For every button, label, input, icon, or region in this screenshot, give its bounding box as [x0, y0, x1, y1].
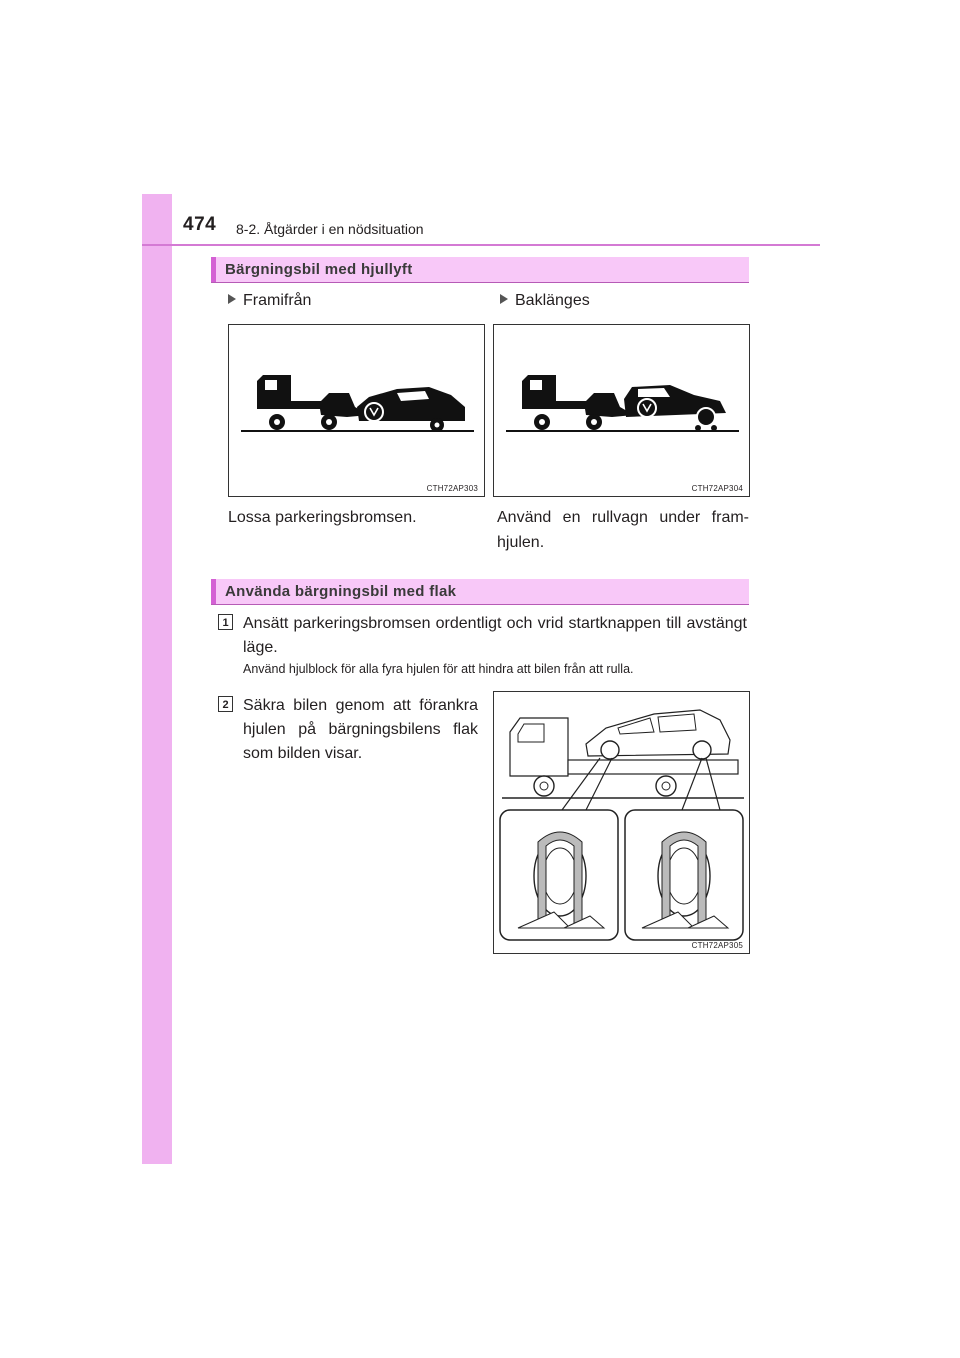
sidebar-tab: [142, 194, 172, 1164]
tow-truck-rear-illustration: [494, 325, 749, 496]
step2-text: Säkra bilen genom att förankra hjulen på bärgningsbilens flak som bilden visar.: [243, 697, 478, 762]
page-number: 474: [183, 214, 217, 235]
subheading-rear: Baklänges: [500, 292, 590, 310]
header-rule: [142, 244, 820, 246]
step-number-1: 1: [218, 614, 233, 630]
figure-tow-front: [228, 324, 485, 497]
section-heading-wheel-lift: [211, 257, 749, 283]
caption-front: Lossa parkeringsbromsen.: [228, 509, 417, 526]
section-title: Använda bärgningsbil med flak: [225, 583, 457, 600]
step-number-2: 2: [218, 696, 233, 712]
section-title: Bärgningsbil med hjullyft: [225, 261, 413, 278]
triangle-bullet-icon: [228, 294, 236, 304]
caption-rear: Använd en rullvagn under fram- hjulen.: [497, 509, 749, 551]
figure-flatbed: [493, 691, 750, 954]
figure-code: CTH72AP303: [426, 484, 478, 493]
chapter-title: 8-2. Åtgärder i en nödsituation: [236, 221, 424, 237]
subheading-front: Framifrån: [228, 292, 311, 310]
step1-note: Använd hjulblock för alla fyra hjulen för att hindra att bilen från att rulla.: [243, 662, 634, 676]
figure-tow-rear: [493, 324, 750, 497]
section-heading-flatbed: [211, 579, 749, 605]
figure-code: CTH72AP305: [691, 941, 743, 950]
step1-text: Ansätt parkeringsbromsen ordentligt och vrid startknappen till avstängt läge.: [243, 615, 747, 656]
figure-code: CTH72AP304: [691, 484, 743, 493]
flatbed-tiedown-illustration: [494, 692, 749, 953]
triangle-bullet-icon: [500, 294, 508, 304]
tow-truck-front-illustration: [229, 325, 484, 496]
